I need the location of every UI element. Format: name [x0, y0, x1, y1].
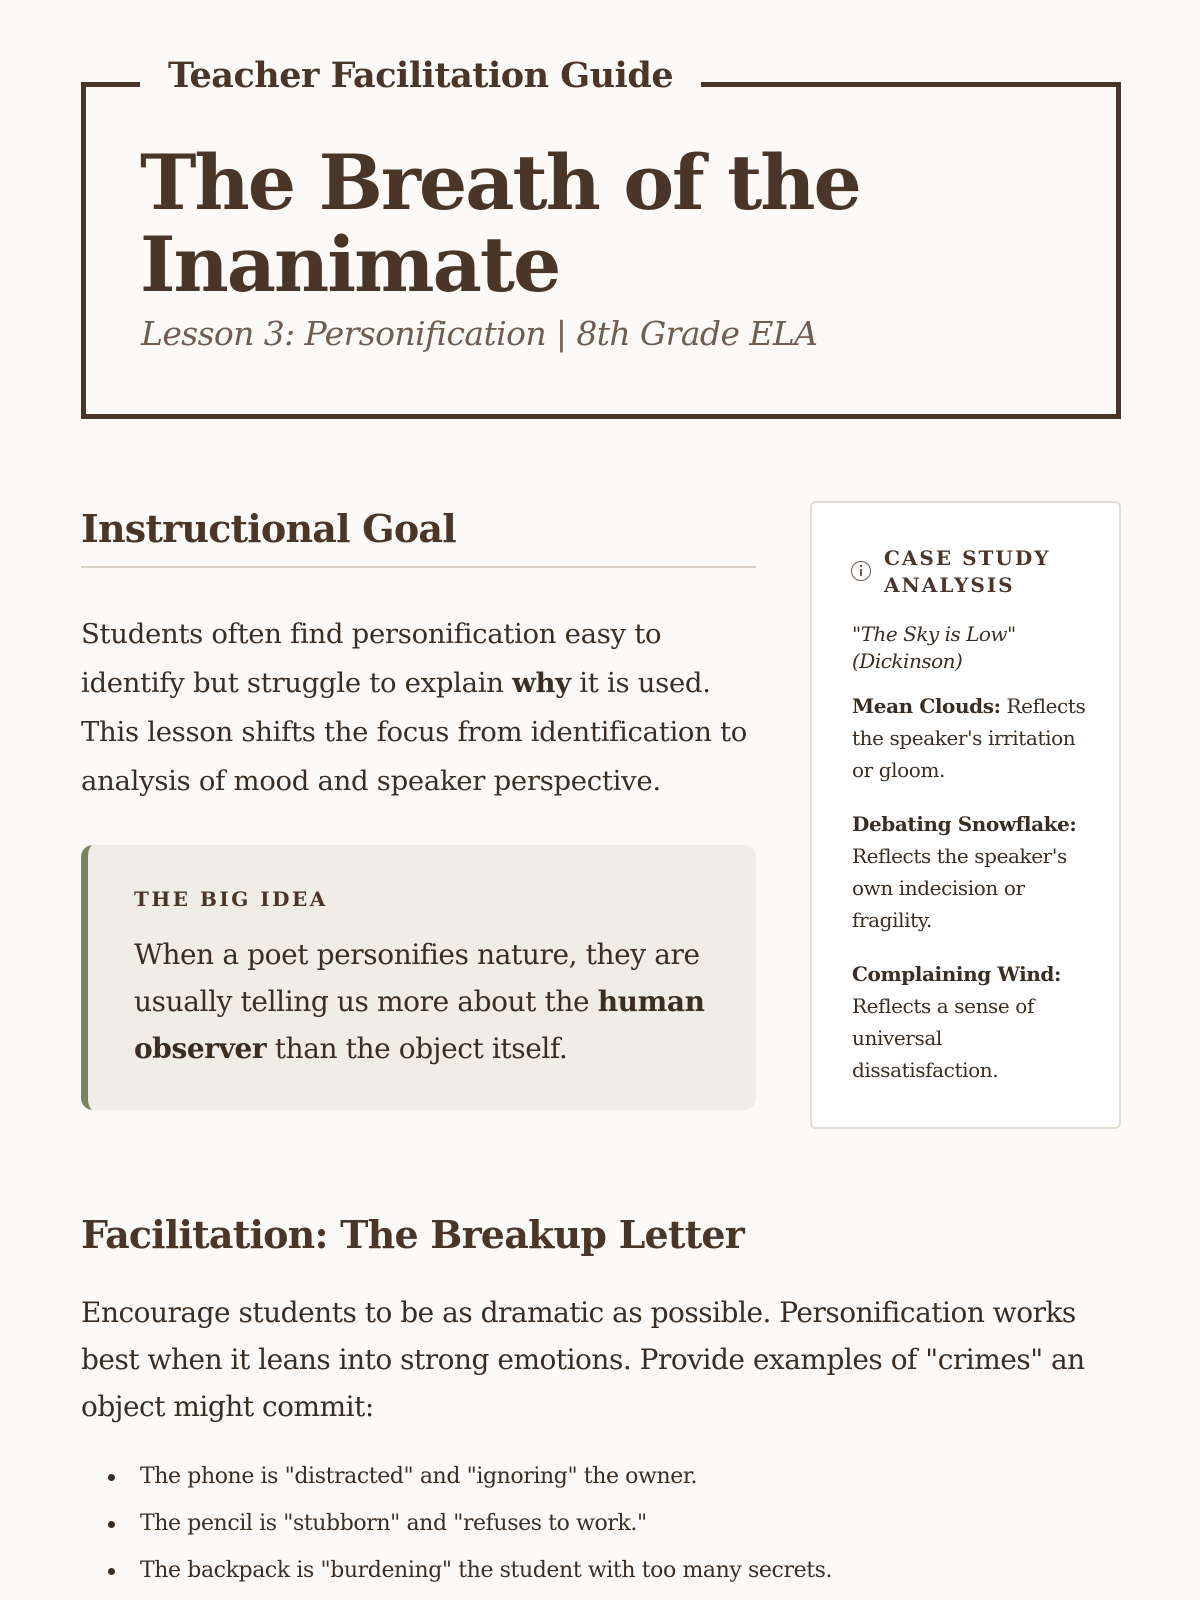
big-idea-text	[134, 931, 734, 1072]
case-study-desc: Reflects the speaker's irritation or gloom.	[852, 694, 1086, 782]
examples-list	[81, 1453, 1121, 1594]
goal-text-part: it is used. This lesson shifts the focus from identification to analysis of mood and speaker perspective.	[81, 667, 748, 797]
goal-text-part: Students often find personification easy to identify but struggle to explain	[81, 618, 662, 699]
bullet-icon	[108, 1568, 115, 1575]
bullet-icon	[108, 1474, 115, 1481]
facilitation-heading: Facilitation: The Breakup Letter	[81, 1212, 744, 1257]
instructional-goal-text	[81, 610, 761, 806]
case-study-item	[852, 958, 1092, 1086]
page-title: The Breath of the Inanimate	[140, 138, 860, 309]
case-study-label: CASE STUDY ANALYSIS	[884, 546, 1051, 597]
list-item-text: The pencil is "stubborn" and "refuses to work."	[140, 1511, 647, 1536]
case-study-card	[810, 501, 1121, 1129]
case-study-item	[852, 690, 1092, 786]
case-study-term: Mean Clouds:	[852, 694, 1001, 718]
lesson-subtitle: Lesson 3: Personification | 8th Grade ELA	[141, 314, 818, 353]
bullet-icon	[108, 1521, 115, 1528]
list-item-text: The phone is "distracted" and "ignoring" the owner.	[140, 1464, 698, 1489]
facilitation-text: Encourage students to be as dramatic as possible. Personification works best when it leans into strong emotions. Provide examples of "crimes" an object might commit:	[81, 1296, 1085, 1423]
list-item-text: The backpack is "burdening" the student with too many secrets.	[140, 1558, 833, 1583]
big-idea-text-part: When a poet personifies nature, they are usually telling us more about the	[134, 938, 700, 1018]
big-idea-callout	[81, 845, 756, 1110]
list-item	[81, 1453, 1121, 1500]
case-study-term: Debating Snowflake:	[852, 812, 1077, 836]
guide-label: Teacher Facilitation Guide	[140, 50, 701, 102]
instructional-goal-heading: Instructional Goal	[81, 506, 456, 551]
case-study-term: Complaining Wind:	[852, 962, 1062, 986]
case-study-desc: Reflects the speaker's own indecision or fragility.	[852, 844, 1067, 932]
big-idea-text-part: than the object itself.	[266, 1032, 568, 1065]
big-idea-label: THE BIG IDEA	[134, 887, 328, 911]
big-idea-emphasis: human observer	[134, 985, 705, 1065]
case-study-source: "The Sky is Low" (Dickinson)	[852, 622, 1016, 673]
list-item	[81, 1500, 1121, 1547]
goal-emphasis: why	[512, 667, 571, 699]
section-divider	[81, 566, 756, 568]
list-item	[81, 1547, 1121, 1594]
case-study-item	[852, 808, 1092, 936]
info-icon	[851, 561, 871, 581]
case-study-desc: Reflects a sense of universal dissatisfaction.	[852, 994, 1034, 1082]
